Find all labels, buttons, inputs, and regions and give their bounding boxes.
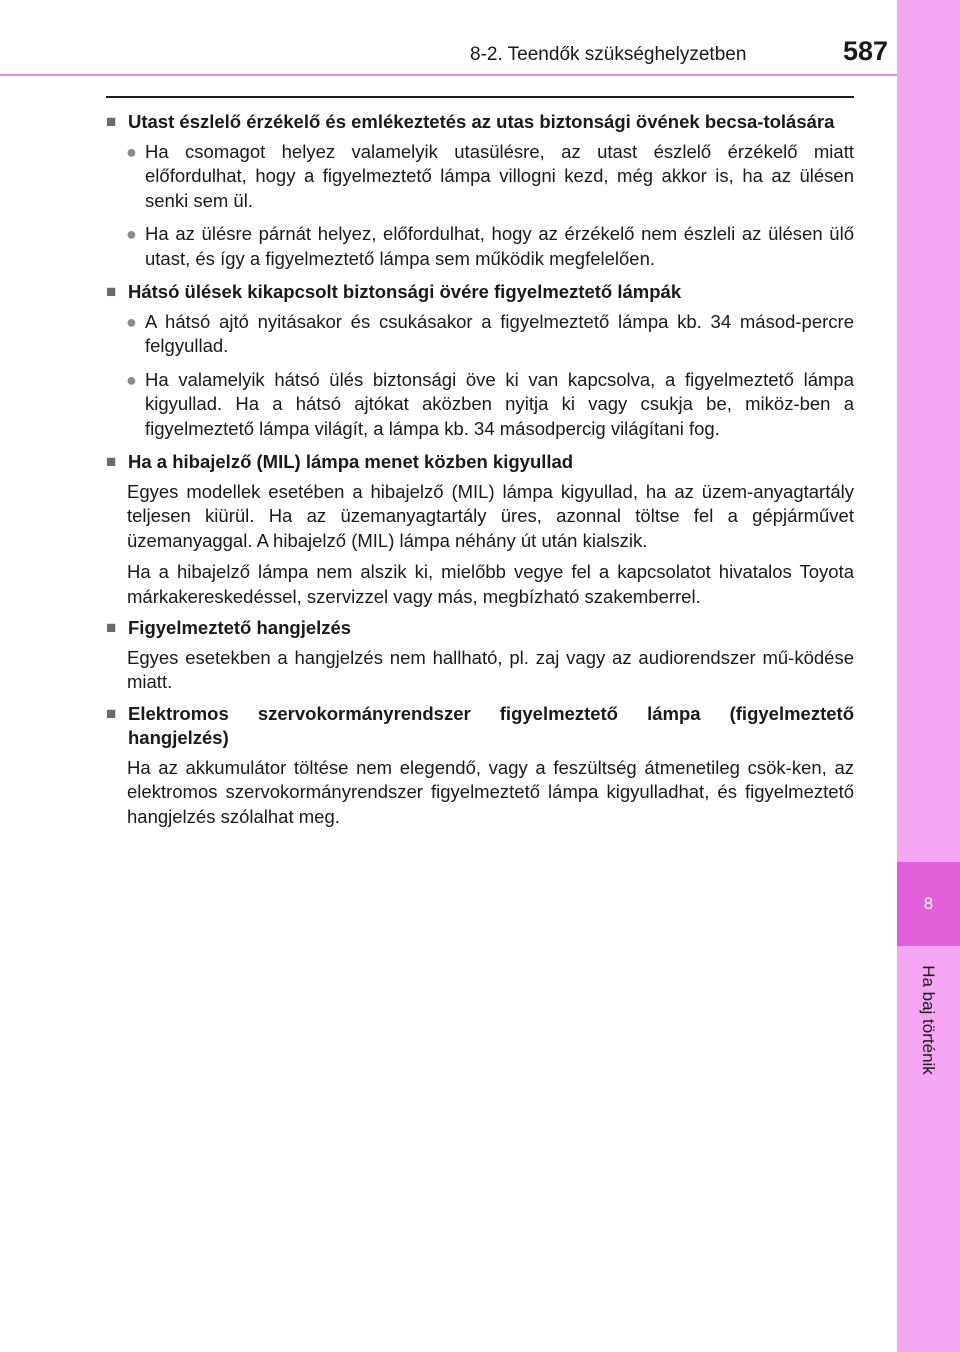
- square-bullet-icon: ■: [106, 282, 117, 301]
- circle-bullet-icon: ●: [126, 141, 137, 162]
- side-tab: [897, 0, 960, 1352]
- paragraph: Ha a hibajelző lámpa nem alszik ki, mielőbb vegye fel a kapcsolatot hivatalos Toyota márkakereskedéssel, szervizzel vagy más, megbízható szakemberrel.: [127, 561, 854, 607]
- circle-bullet-icon: ●: [126, 224, 137, 244]
- chapter-number: 8: [923, 894, 934, 913]
- section-heading-text: Elektromos szervokormányrendszer figyelmeztető lámpa (figyelmeztető hangjelzés): [128, 702, 854, 748]
- list-item: [126, 140, 854, 214]
- content-top-rule: [106, 96, 854, 98]
- list-item: [126, 310, 854, 359]
- square-bullet-icon: ■: [106, 618, 117, 637]
- paragraph: Ha az akkumulátor töltése nem elegendő, vagy a feszültség átmenetileg csök-ken, az elektromos szervokormányrendszer figyelmeztető lámpa kigyulladhat, és figyelmeztető hangjelzés szólalhat meg.: [127, 756, 854, 827]
- square-bullet-icon: ■: [106, 452, 117, 471]
- list-item-text: Ha csomagot helyez valamelyik utasülésre, az utast észlelő érzékelő miatt előfordulhat, hogy a figyelmeztető lámpa villogni kezd, még akkor is, ha az ülésen senki sem ül.: [145, 140, 854, 211]
- section-heading-text: Ha a hibajelző (MIL) lámpa menet közben kigyullad: [128, 451, 574, 472]
- header-divider: [0, 74, 897, 76]
- list-item-text: Ha az ülésre párnát helyez, előfordulhat, hogy az érzékelő nem észleli az ülésen ülő utast, és így a figyelmeztető lámpa sem működik megfelelően.: [145, 223, 854, 269]
- chapter-label: Ha baj történik: [919, 965, 938, 1075]
- list-item-text: Ha valamelyik hátsó ülés biztonsági öve ki van kapcsolva, a figyelmeztető lámpa kigyullad. Ha a hátsó ajtókat aközben nyitja ki vagy csukja be, miköz-ben a figyelmeztető lámpa világít, a lámpa kb. 34 másodpercig világítani fog.: [145, 368, 854, 439]
- circle-bullet-icon: ●: [126, 311, 137, 332]
- list-item: [126, 368, 854, 442]
- page-content: [106, 103, 854, 836]
- page-number: 587: [842, 36, 888, 66]
- section-heading-text: Hátsó ülések kikapcsolt biztonsági övére figyelmeztető lámpák: [128, 281, 682, 302]
- circle-bullet-icon: ●: [126, 369, 137, 390]
- paragraph: Egyes modellek esetében a hibajelző (MIL) lámpa kigyullad, ha az üzem-anyagtartály teljesen kiürül. Ha az üzemanyagtartály üres, azonnal töltse fel a gépjárművet üzemanyaggal. A hibajelző (MIL) lámpa néhány út után kialszik.: [127, 480, 854, 551]
- paragraph: Egyes esetekben a hangjelzés nem hallható, pl. zaj vagy az audiorendszer mű-ködése miatt.: [127, 646, 854, 692]
- section-heading: [106, 702, 854, 751]
- chapter-number-box: [897, 862, 960, 946]
- section-title: 8-2. Teendők szükséghelyzetben: [470, 44, 747, 65]
- section-heading: [106, 450, 854, 475]
- section-heading: [106, 110, 854, 135]
- section-heading: [106, 280, 854, 305]
- list-item: [126, 222, 854, 271]
- section-heading-text: Figyelmeztető hangjelzés: [128, 617, 352, 638]
- square-bullet-icon: ■: [106, 703, 117, 723]
- square-bullet-icon: ■: [106, 112, 117, 131]
- list-item-text: A hátsó ajtó nyitásakor és csukásakor a figyelmeztető lámpa kb. 34 másod-percre felgyullad.: [145, 310, 854, 356]
- section-heading: [106, 616, 854, 641]
- section-heading-text: Utast észlelő érzékelő és emlékeztetés az utas biztonsági övének becsa-tolására: [128, 111, 835, 132]
